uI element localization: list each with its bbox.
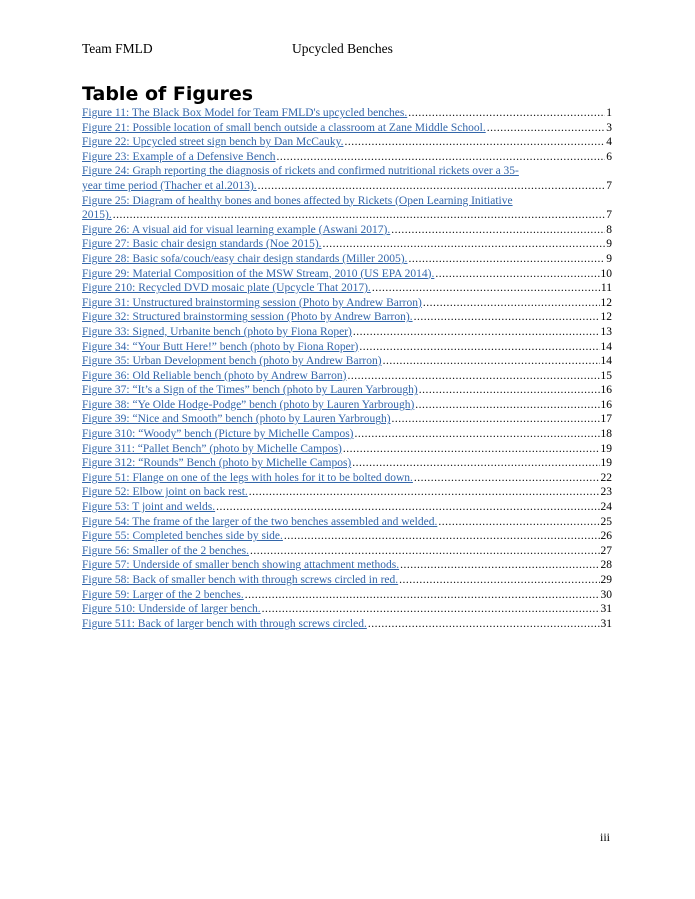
toc-entry-link[interactable]: Figure 511: Back of larger bench with through screws circled.	[82, 617, 367, 630]
toc-entry-link[interactable]: Figure 37: “It’s a Sign of the Times” bench (photo by Lauren Yarbrough)	[82, 384, 418, 397]
toc-entry[interactable]	[82, 194, 612, 223]
toc-entry-link[interactable]: year time period (Thacher et al.2013).	[82, 179, 257, 192]
dot-leader	[258, 179, 606, 194]
toc-page-number: 3	[606, 121, 612, 134]
toc-entry[interactable]	[82, 573, 612, 588]
dot-leader	[368, 617, 600, 632]
dot-leader	[372, 281, 600, 296]
toc-entry[interactable]	[82, 588, 612, 603]
toc-page-number: 8	[606, 223, 612, 236]
toc-entry[interactable]	[82, 544, 612, 559]
dot-leader	[284, 529, 600, 544]
toc-entry[interactable]	[82, 237, 612, 252]
toc-page-number: 9	[606, 252, 612, 265]
dot-leader	[419, 383, 600, 398]
toc-entry-link[interactable]: Figure 31: Unstructured brainstorming session (Photo by Andrew Barron)	[82, 296, 422, 309]
toc-entry[interactable]	[82, 252, 612, 267]
toc-page-number: 14	[600, 355, 612, 368]
toc-page-number: 18	[600, 428, 612, 441]
toc-page-number: 24	[600, 501, 612, 514]
toc-page-number: 29	[600, 574, 612, 586]
toc-entry-link[interactable]: Figure 25: Diagram of healthy bones and bones affected by Rickets (Open Learning Initiative	[82, 194, 513, 207]
toc-entry-link[interactable]: Figure 311: “Pallet Bench” (photo by Michelle Campos)	[82, 442, 342, 455]
dot-leader	[277, 150, 606, 165]
page-title: Table of Figures	[82, 83, 254, 105]
toc-entry[interactable]	[82, 310, 612, 325]
toc-page-number: 17	[600, 413, 612, 426]
toc-entry-link[interactable]: Figure 52: Elbow joint on back rest.	[82, 486, 248, 499]
toc-entry-link[interactable]: Figure 39: “Nice and Smooth” bench (photo by Lauren Yarbrough)	[82, 413, 391, 426]
toc-entry-link[interactable]: Figure 53: T joint and welds.	[82, 501, 216, 514]
toc-page-number: 4	[606, 136, 612, 149]
dot-leader	[250, 544, 599, 559]
dot-leader	[435, 267, 599, 282]
dot-leader	[408, 106, 605, 121]
toc-entry[interactable]	[82, 471, 612, 486]
toc-entry[interactable]	[82, 164, 612, 193]
toc-entry[interactable]	[82, 515, 612, 530]
toc-page-number: 27	[600, 544, 612, 557]
toc-entry[interactable]	[82, 325, 612, 340]
toc-entry[interactable]	[82, 267, 612, 282]
toc-entry-link[interactable]: Figure 32: Structured brainstorming session (Photo by Andrew Barron).	[82, 311, 413, 324]
toc-page-number: 15	[600, 369, 612, 382]
toc-entry-link[interactable]: Figure 26: A visual aid for visual learning example (Aswani 2017).	[82, 223, 391, 236]
dot-leader	[352, 456, 599, 471]
dot-leader	[487, 121, 606, 136]
toc-page-number: 26	[600, 530, 612, 543]
dot-leader	[414, 310, 600, 325]
toc-entry-link[interactable]: Figure 510: Underside of larger bench.	[82, 603, 261, 616]
header-team: Team FMLD	[82, 41, 153, 56]
dot-leader	[391, 223, 605, 238]
toc-entry[interactable]	[82, 617, 612, 632]
toc-entry-link[interactable]: 2015).	[82, 209, 112, 222]
toc-entry[interactable]	[82, 602, 612, 617]
toc-page-number: 1	[606, 107, 612, 119]
dot-leader	[415, 398, 599, 413]
toc-entry-link[interactable]: Figure 55: Completed benches side by side.	[82, 530, 283, 543]
toc-entry[interactable]	[82, 529, 612, 544]
toc-page-number: 30	[600, 588, 612, 601]
dot-leader	[262, 602, 600, 617]
toc-entry-line2	[82, 179, 612, 194]
dot-leader	[408, 252, 605, 267]
toc-entry-link[interactable]: Figure 59: Larger of the 2 benches.	[82, 588, 244, 601]
toc-entry-link[interactable]: Figure 36: Old Reliable bench (photo by Andrew Barron)	[82, 369, 347, 382]
header-title: Upcycled Benches	[292, 41, 393, 56]
toc-entry-link[interactable]: Figure 21: Possible location of small bench outside a classroom at Zane Middle School.	[82, 121, 486, 134]
toc-entry[interactable]	[82, 485, 612, 500]
toc-entry[interactable]	[82, 340, 612, 355]
dot-leader	[359, 340, 599, 355]
toc-entry-line2	[82, 208, 612, 223]
toc-page-number: 19	[600, 457, 612, 470]
toc-entry-link[interactable]: Figure 35: Urban Development bench (photo by Andrew Barron)	[82, 355, 382, 368]
toc-entry-link[interactable]: Figure 210: Recycled DVD mosaic plate (Upcycle That 2017).	[82, 282, 371, 295]
toc-entry-link[interactable]: Figure 34: “Your Butt Here!” bench (photo by Fiona Roper)	[82, 340, 359, 353]
toc-entry-link[interactable]: Figure 24: Graph reporting the diagnosis of rickets and confirmed nutritional rickets over a 35-	[82, 165, 519, 178]
toc-page-number: 7	[606, 209, 612, 222]
toc-entry[interactable]	[82, 281, 612, 296]
toc-page-number: 22	[600, 471, 612, 484]
toc-entry[interactable]	[82, 383, 612, 398]
toc-entry[interactable]	[82, 427, 612, 442]
toc-entry-link[interactable]: Figure 33: Signed, Urbanite bench (photo by Fiona Roper)	[82, 325, 352, 338]
toc-entry[interactable]	[82, 558, 612, 573]
toc-page-number: 10	[600, 267, 612, 280]
toc-entry[interactable]	[82, 500, 612, 515]
toc-entry[interactable]	[82, 135, 612, 150]
dot-leader	[249, 485, 600, 500]
page-number: iii	[600, 830, 611, 844]
dot-leader	[343, 442, 600, 457]
toc-page-number: 28	[600, 559, 612, 572]
dot-leader	[353, 325, 600, 340]
toc-entry[interactable]	[82, 412, 612, 427]
toc-page-number: 16	[600, 398, 612, 411]
toc-entry-link[interactable]: Figure 57: Underside of smaller bench showing attachment methods.	[82, 559, 400, 572]
dot-leader	[355, 427, 600, 442]
toc-page-number: 6	[606, 150, 612, 163]
toc-page-number: 14	[600, 340, 612, 353]
toc-entry[interactable]	[82, 106, 612, 121]
toc-entry-link[interactable]: Figure 27: Basic chair design standards (Noe 2015).	[82, 238, 322, 251]
toc-entry-link[interactable]: Figure 51: Flange on one of the legs with holes for it to be bolted down.	[82, 471, 413, 484]
toc-entry[interactable]	[82, 121, 612, 136]
toc-entry[interactable]	[82, 150, 612, 165]
toc-page-number: 19	[600, 442, 612, 455]
dot-leader	[323, 237, 606, 252]
dot-leader	[113, 208, 606, 223]
dot-leader	[344, 135, 605, 150]
toc-entry-link[interactable]: Figure 54: The frame of the larger of the two benches assembled and welded.	[82, 515, 438, 528]
toc-entry[interactable]	[82, 456, 612, 471]
toc-page-number: 7	[606, 179, 612, 192]
dot-leader	[423, 296, 600, 311]
dot-leader	[400, 558, 599, 573]
toc-entry-link[interactable]: Figure 38: “Ye Olde Hodge-Podge” bench (photo by Lauren Yarbrough)	[82, 398, 415, 411]
toc-entry-link[interactable]: Figure 310: “Woody” bench (Picture by Michelle Campos)	[82, 428, 354, 441]
dot-leader	[216, 500, 599, 515]
toc-entry[interactable]	[82, 369, 612, 384]
toc-page-number: 31	[600, 603, 612, 616]
toc-entry[interactable]	[82, 354, 612, 369]
toc-page-number: 23	[600, 486, 612, 499]
dot-leader	[414, 471, 600, 486]
dot-leader	[392, 412, 600, 427]
toc-page-number: 11	[600, 282, 612, 295]
table-of-figures	[82, 106, 612, 631]
toc-entry-link[interactable]: Figure 29: Material Composition of the MSW Stream, 2010 (US EPA 2014).	[82, 267, 435, 280]
toc-entry-link[interactable]: Figure 23: Example of a Defensive Bench	[82, 150, 276, 163]
toc-page-number: 9	[606, 238, 612, 251]
toc-entry[interactable]	[82, 398, 612, 413]
toc-entry-link[interactable]: Figure 22: Upcycled street sign bench by Dan McCauky.	[82, 136, 344, 149]
dot-leader	[438, 515, 599, 530]
toc-page-number: 13	[600, 325, 612, 338]
toc-entry[interactable]	[82, 223, 612, 238]
toc-page-number: 12	[600, 311, 612, 324]
dot-leader	[347, 369, 599, 384]
toc-page-number: 25	[600, 515, 612, 528]
toc-entry-link[interactable]: Figure 11: The Black Box Model for Team FMLD's upcycled benches.	[82, 107, 408, 119]
toc-entry-link[interactable]: Figure 56: Smaller of the 2 benches.	[82, 544, 250, 557]
toc-page-number: 31	[600, 617, 612, 630]
toc-entry-link[interactable]: Figure 58: Back of smaller bench with through screws circled in red.	[82, 574, 399, 586]
toc-entry[interactable]	[82, 442, 612, 457]
toc-page-number: 16	[600, 384, 612, 397]
toc-page-number: 12	[600, 296, 612, 309]
dot-leader	[399, 573, 599, 588]
toc-entry-link[interactable]: Figure 312: “Rounds” Bench (photo by Michelle Campos)	[82, 457, 352, 470]
dot-leader	[383, 354, 600, 369]
toc-entry[interactable]	[82, 296, 612, 311]
toc-entry-link[interactable]: Figure 28: Basic sofa/couch/easy chair design standards (Miller 2005).	[82, 252, 408, 265]
dot-leader	[245, 588, 600, 603]
